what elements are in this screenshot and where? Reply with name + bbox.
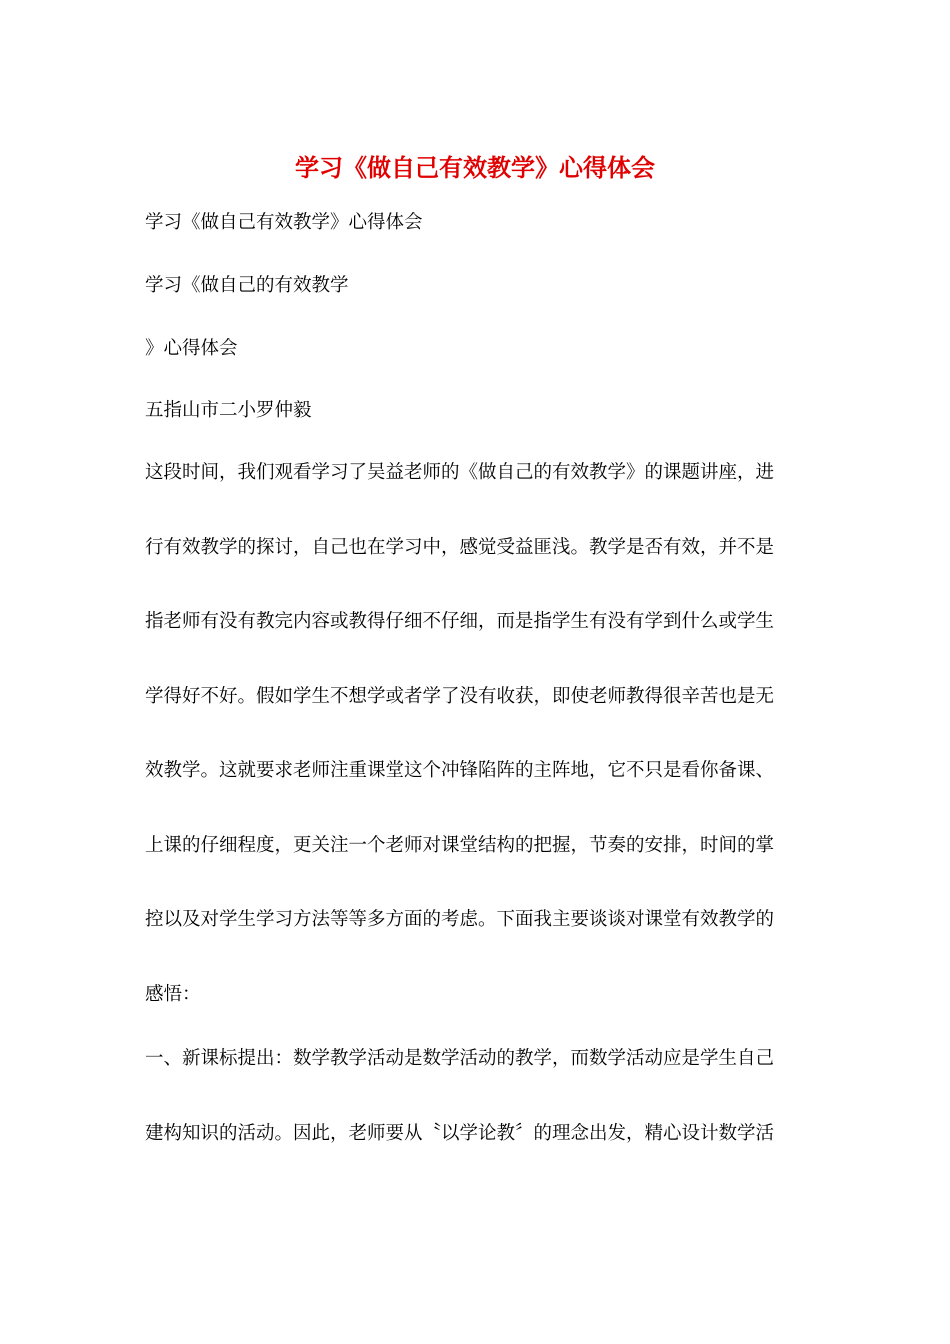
section-line-1: 一、新课标提出：数学教学活动是数学活动的教学，而数学活动应是学生自己: [145, 1048, 775, 1069]
body-line-1: 这段时间，我们观看学习了吴益老师的《做自己的有效教学》的课题讲座，进: [145, 462, 775, 483]
header-line-1: 学习《做自己有效教学》心得体会: [145, 212, 423, 233]
document-title: 学习《做自己有效教学》心得体会: [295, 154, 655, 182]
body-line-2: 行有效教学的探讨，自己也在学习中，感觉受益匪浅。教学是否有效，并不是: [145, 537, 775, 558]
header-line-2: 学习《做自己的有效教学: [145, 275, 349, 296]
body-line-6: 上课的仔细程度，更关注一个老师对课堂结构的把握，节奏的安排，时间的掌: [145, 835, 775, 856]
body-line-5: 效教学。这就要求老师注重课堂这个冲锋陷阵的主阵地，它不只是看你备课、: [145, 760, 775, 781]
body-line-3: 指老师有没有教完内容或教得仔细不仔细，而是指学生有没有学到什么或学生: [145, 611, 775, 632]
section-line-2: 建构知识的活动。因此，老师要从〝以学论教〞的理念出发，精心设计数学活: [145, 1123, 775, 1144]
author-line: 五指山市二小罗仲毅: [145, 400, 312, 421]
header-line-3: 》心得体会: [145, 338, 238, 359]
body-line-7: 控以及对学生学习方法等等多方面的考虑。下面我主要谈谈对课堂有效教学的: [145, 909, 775, 930]
body-line-4: 学得好不好。假如学生不想学或者学了没有收获，即使老师教得很辛苦也是无: [145, 686, 775, 707]
body-line-8: 感悟：: [145, 984, 201, 1005]
